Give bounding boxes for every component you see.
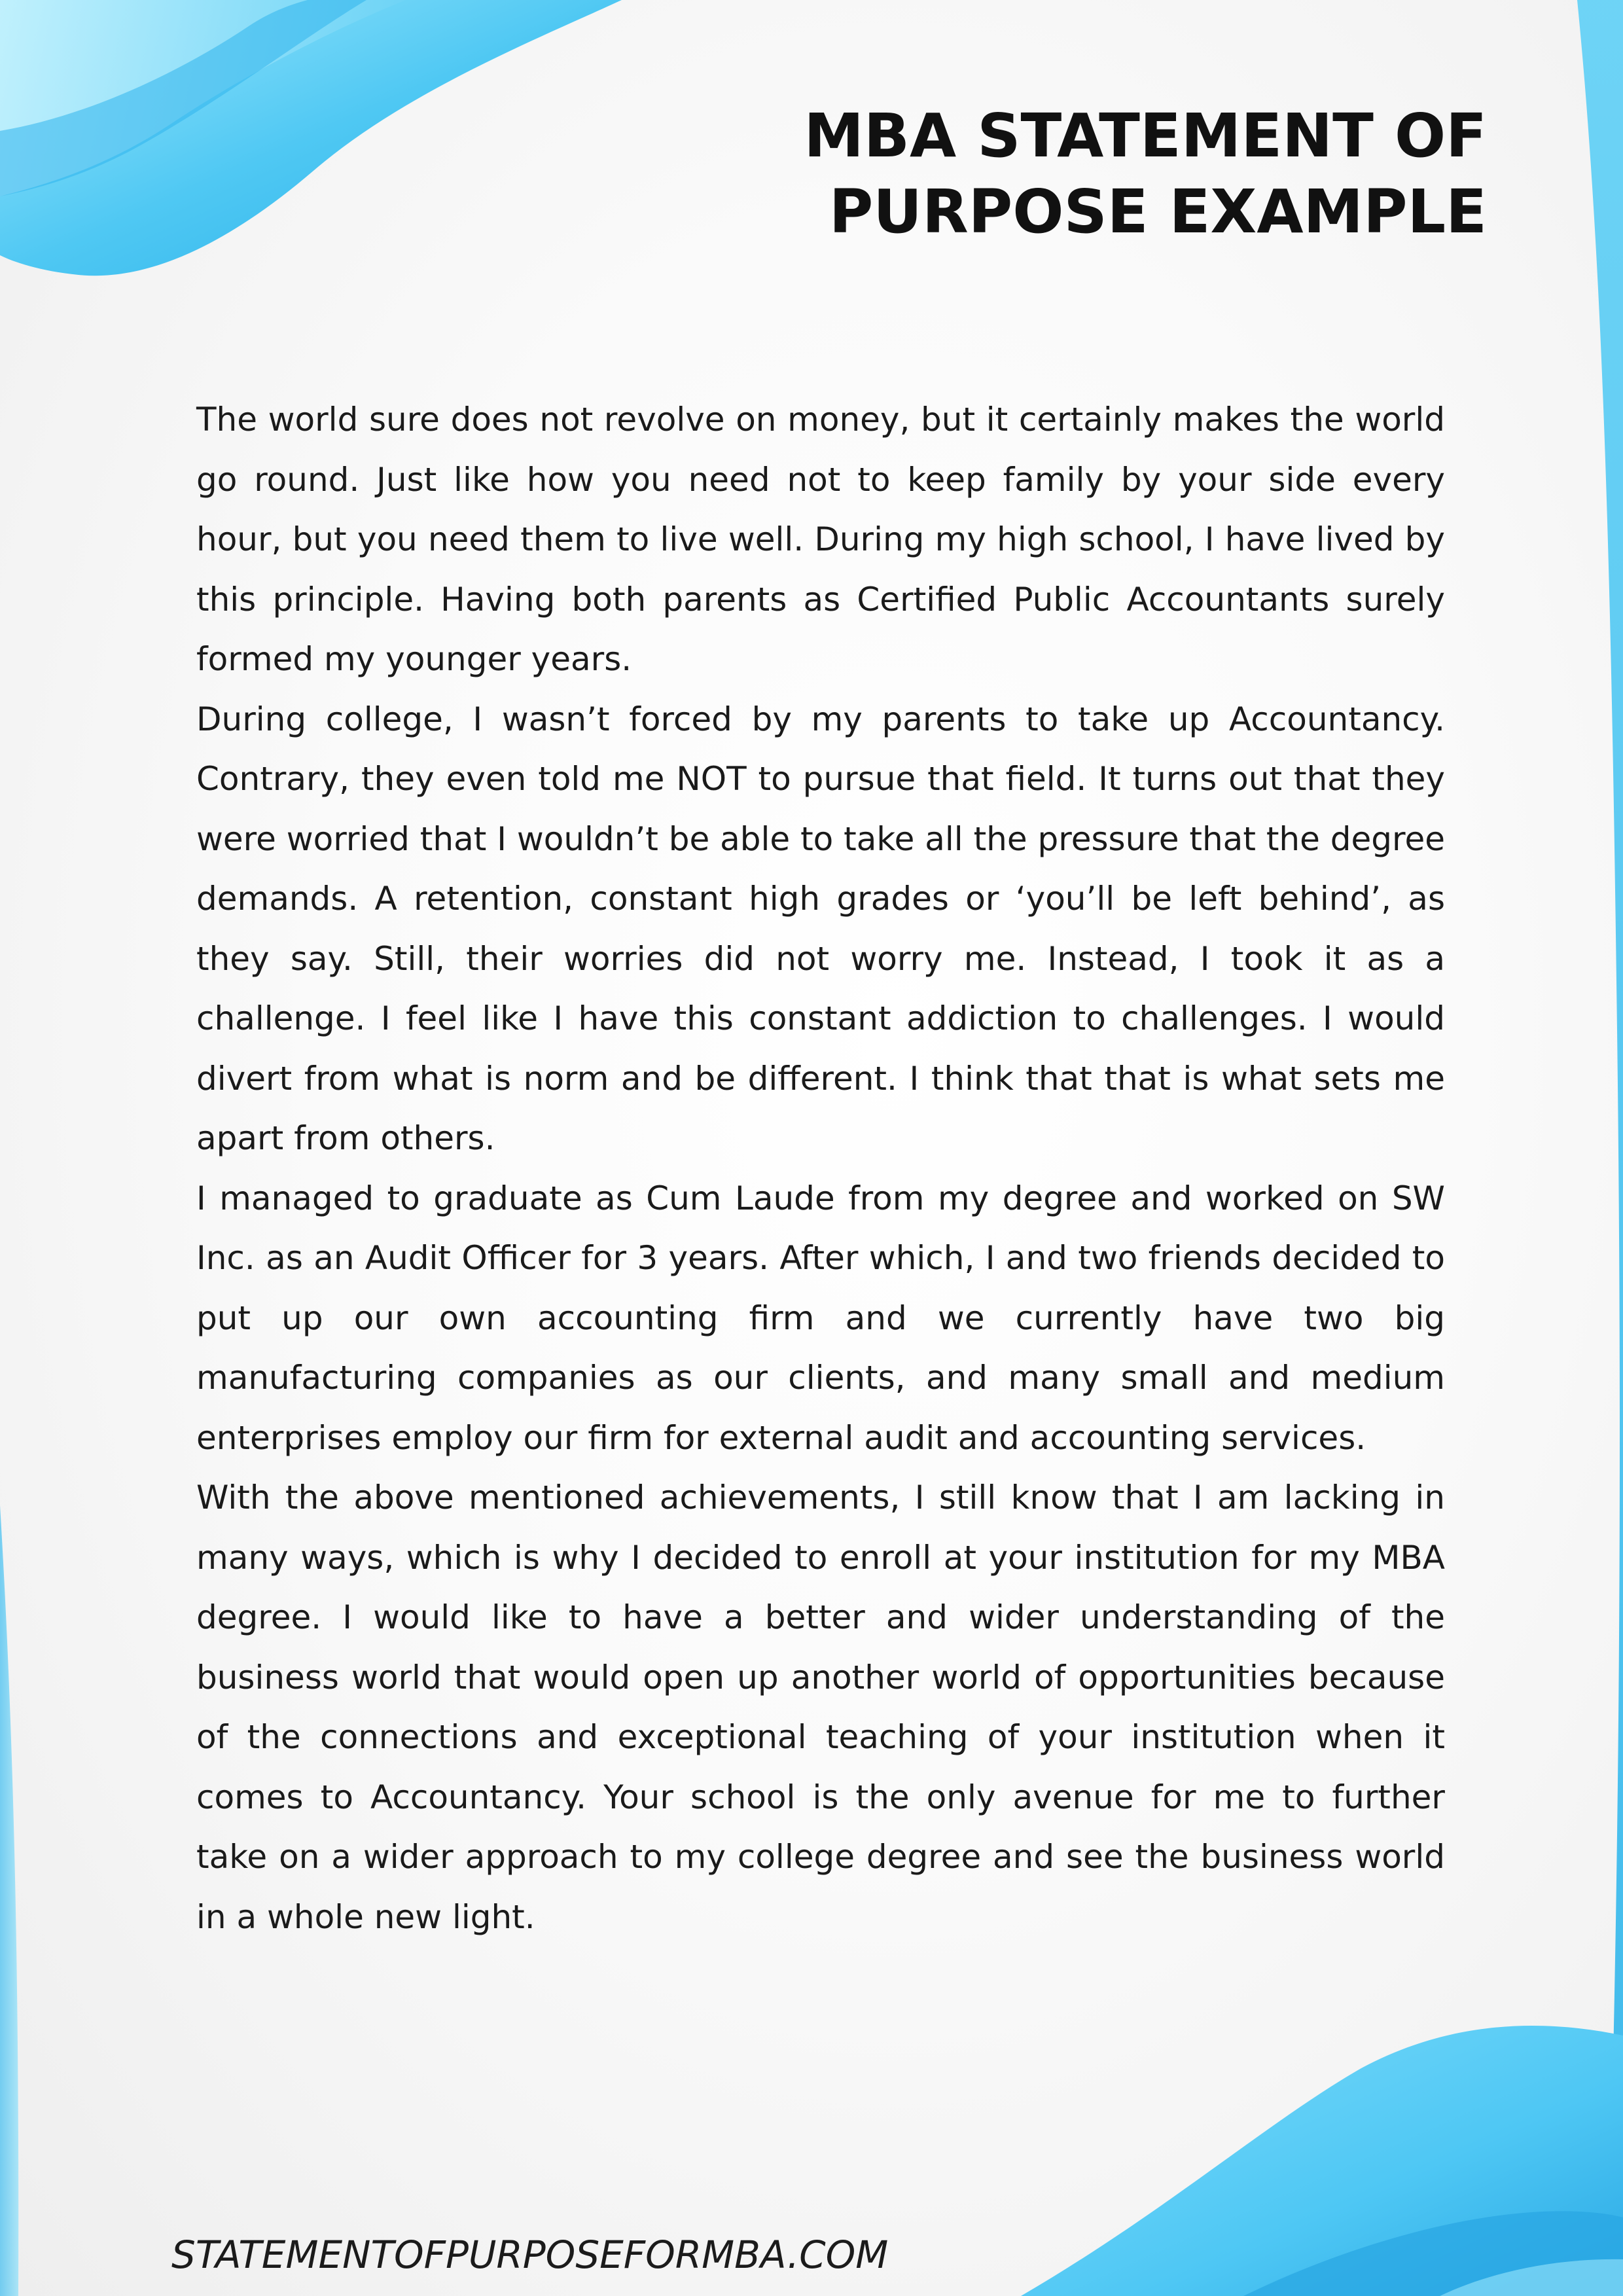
paragraph-1: The world sure does not revolve on money, but it certainly makes the world go round. Just like how you need not to keep family by your side every hour, but you need them to live well. During my high school, I have lived by this principle. Having both parents as Certified Public Accountants surely formed my younger years. xyxy=(196,401,1445,678)
page-title xyxy=(571,98,1487,250)
statement-body xyxy=(196,390,1445,1947)
footer-website-url: STATEMENTOFPURPOSEFORMBA.COM xyxy=(171,2233,889,2277)
title-line-1: MBA STATEMENT OF xyxy=(804,101,1487,171)
right-edge-wave xyxy=(1577,0,1623,2296)
title-line-2: PURPOSE EXAMPLE xyxy=(829,177,1487,247)
paragraph-4: With the above mentioned achievements, I still know that I am lacking in many ways, which is why I decided to enroll at your institution for my MBA degree. I would like to have a better and wider understanding of the business world that would open up another world of opportunities because of the connections and exceptional teaching of your institution when it comes to Accountancy. Your school is the only avenue for me to further take on a wider approach to my college degree and see the business world in a whole new light. xyxy=(196,1479,1445,1936)
paragraph-3: I managed to graduate as Cum Laude from my degree and worked on SW Inc. as an Audit Officer for 3 years. After which, I and two friends decided to put up our own accounting firm and we currently have two big manufacturing companies as our clients, and many small and medium enterprises employ our firm for external audit and accounting services. xyxy=(196,1179,1445,1457)
left-edge-wave xyxy=(0,1505,18,2296)
paragraph-2: During college, I wasn’t forced by my parents to take up Accountancy. Contrary, they even told me NOT to pursue that field. It turns out that they were worried that I wouldn’t be able to take all the pressure that the degree demands. A retention, constant high grades or ‘you’ll be left behind’, as they say. Still, their worries did not worry me. Instead, I took it as a challenge. I feel like I have this constant addiction to challenges. I would divert from what is norm and be different. I think that that is what sets me apart from others. xyxy=(196,700,1445,1157)
